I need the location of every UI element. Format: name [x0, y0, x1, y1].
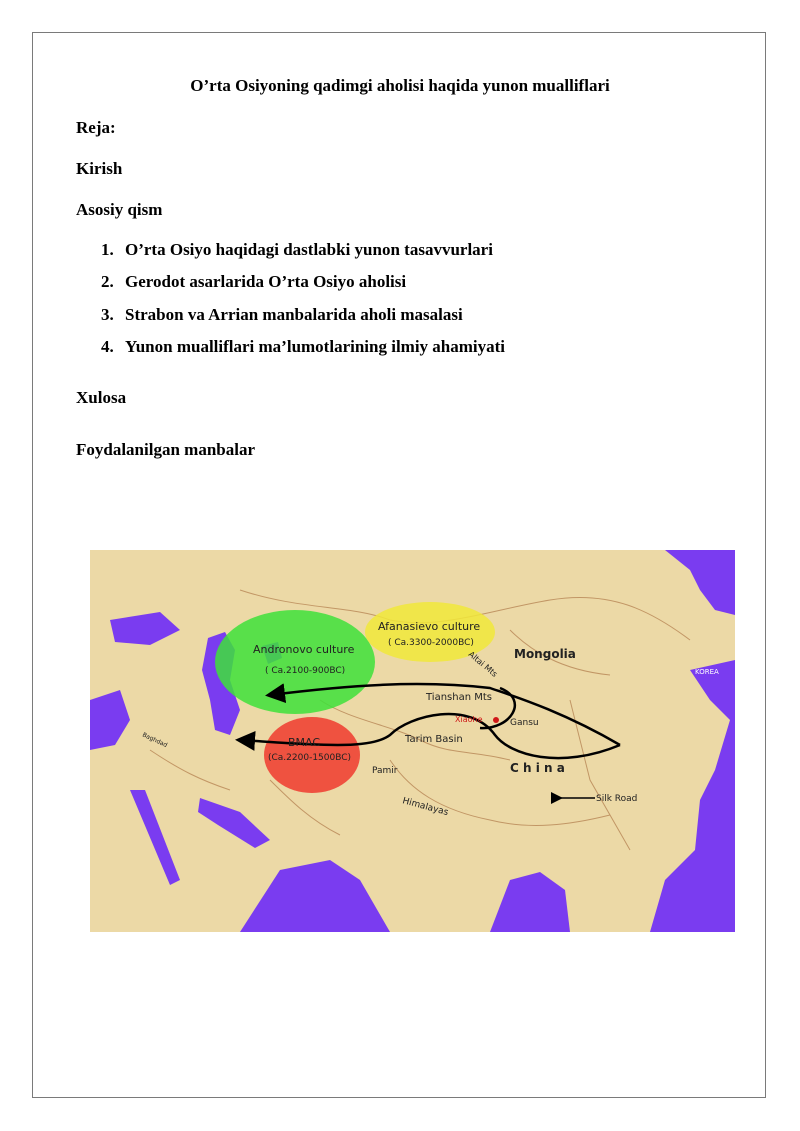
intro-heading: Kirish	[76, 159, 123, 178]
plan-item-text: O’rta Osiyo haqidagi dastlabki yunon tasavvurlari	[125, 240, 493, 259]
silk-road-label: Silk Road	[596, 794, 638, 804]
document-title: O’rta Osiyoning qadimgi aholisi haqida yunon mualliflari	[190, 76, 610, 95]
xiaohe-label: Xiaohe	[455, 715, 483, 724]
plan-item	[101, 337, 505, 357]
tarim-label: Tarim Basin	[405, 734, 463, 745]
himalayas-label: Himalayas	[401, 796, 450, 819]
main-part-heading: Asosiy qism	[76, 200, 163, 219]
afanasievo-dates: ( Ca.3300-2000BC)	[388, 638, 474, 648]
plan-item-number: 3.	[101, 305, 114, 324]
mongolia-label: Mongolia	[514, 647, 576, 661]
plan-item	[101, 305, 463, 325]
plan-item-text: Strabon va Arrian manbalarida aholi masalasi	[125, 305, 463, 324]
andronovo-dates: ( Ca.2100-900BC)	[265, 666, 346, 676]
andronovo-region	[215, 610, 375, 714]
plan-item	[101, 272, 406, 292]
tianshan-label: Tianshan Mts	[426, 692, 492, 703]
plan-item-number: 4.	[101, 337, 114, 356]
baghdad-label: Baghdad	[141, 731, 169, 750]
bmac-dates: (Ca.2200-1500BC)	[268, 753, 352, 763]
pamir-label: Pamir	[372, 766, 398, 776]
sources-heading: Foydalanilgan manbalar	[76, 440, 256, 459]
plan-item	[101, 240, 493, 260]
bmac-label: BMAC	[288, 736, 321, 749]
china-label: C h i n a	[510, 761, 565, 775]
plan-item-text: Yunon mualliflari ma’lumotlarining ilmiy ahamiyati	[125, 337, 506, 356]
plan-item-text: Gerodot asarlarida O’rta Osiyo aholisi	[125, 272, 407, 291]
andronovo-label: Andronovo culture	[253, 643, 355, 656]
gansu-label: Gansu	[510, 718, 539, 728]
plan-item-number: 1.	[101, 240, 114, 259]
plan-heading: Reja:	[76, 118, 116, 137]
afanasievo-label: Afanasievo culture	[378, 620, 481, 633]
altai-label: Altai Mts	[466, 649, 500, 679]
korea-label: KOREA	[695, 668, 719, 676]
xiaohe-dot	[493, 717, 499, 723]
conclusion-heading: Xulosa	[76, 388, 127, 407]
plan-item-number: 2.	[101, 272, 114, 291]
ancient-cultures-map	[90, 550, 735, 932]
